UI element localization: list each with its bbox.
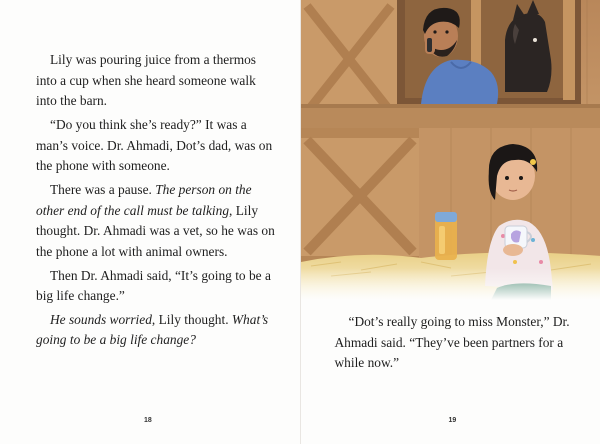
right-page-text — [335, 312, 585, 374]
thermos — [435, 212, 457, 260]
paragraph-5-rest: , Lily thought. — [151, 311, 229, 327]
paragraph-5 — [36, 310, 276, 351]
paragraph-right: “Dot’s really going to miss Monster,” Dr. Ahmadi said. “They’ve been partners for a while now.” — [334, 314, 570, 371]
paragraph-3-lead: There was a pause. — [50, 181, 152, 197]
stall-door-left — [301, 128, 419, 266]
paragraph-3 — [36, 180, 276, 262]
page-number-right: 19 — [448, 417, 457, 424]
barn-illustration — [301, 0, 600, 300]
page-number-left: 18 — [144, 417, 152, 424]
stall-door-upper — [301, 0, 397, 120]
paragraph-2: “Do you think she’s ready?” It was a man’s voice. Dr. Ahmadi, Dot’s dad, was on the phone with someone. — [36, 116, 273, 174]
paragraph-4: Then Dr. Ahmadi said, “It’s going to be a big life change.” — [36, 267, 271, 304]
paragraph-1: Lily was pouring juice from a thermos into a cup when she heard someone walk into the barn. — [36, 52, 257, 109]
right-page — [301, 0, 600, 444]
paragraph-5-italic-2: What’s going to be a big life change? — [36, 311, 269, 348]
left-page-text — [36, 50, 276, 354]
paragraph-3-rest: , Lily thought. Dr. Ahmadi was a vet, so he was on the phone a lot with animal owners. — [36, 202, 275, 259]
paragraph-5-italic: He sounds worried — [50, 311, 152, 327]
paragraph-3-italic: The person on the other end of the call must be talking — [36, 181, 252, 218]
